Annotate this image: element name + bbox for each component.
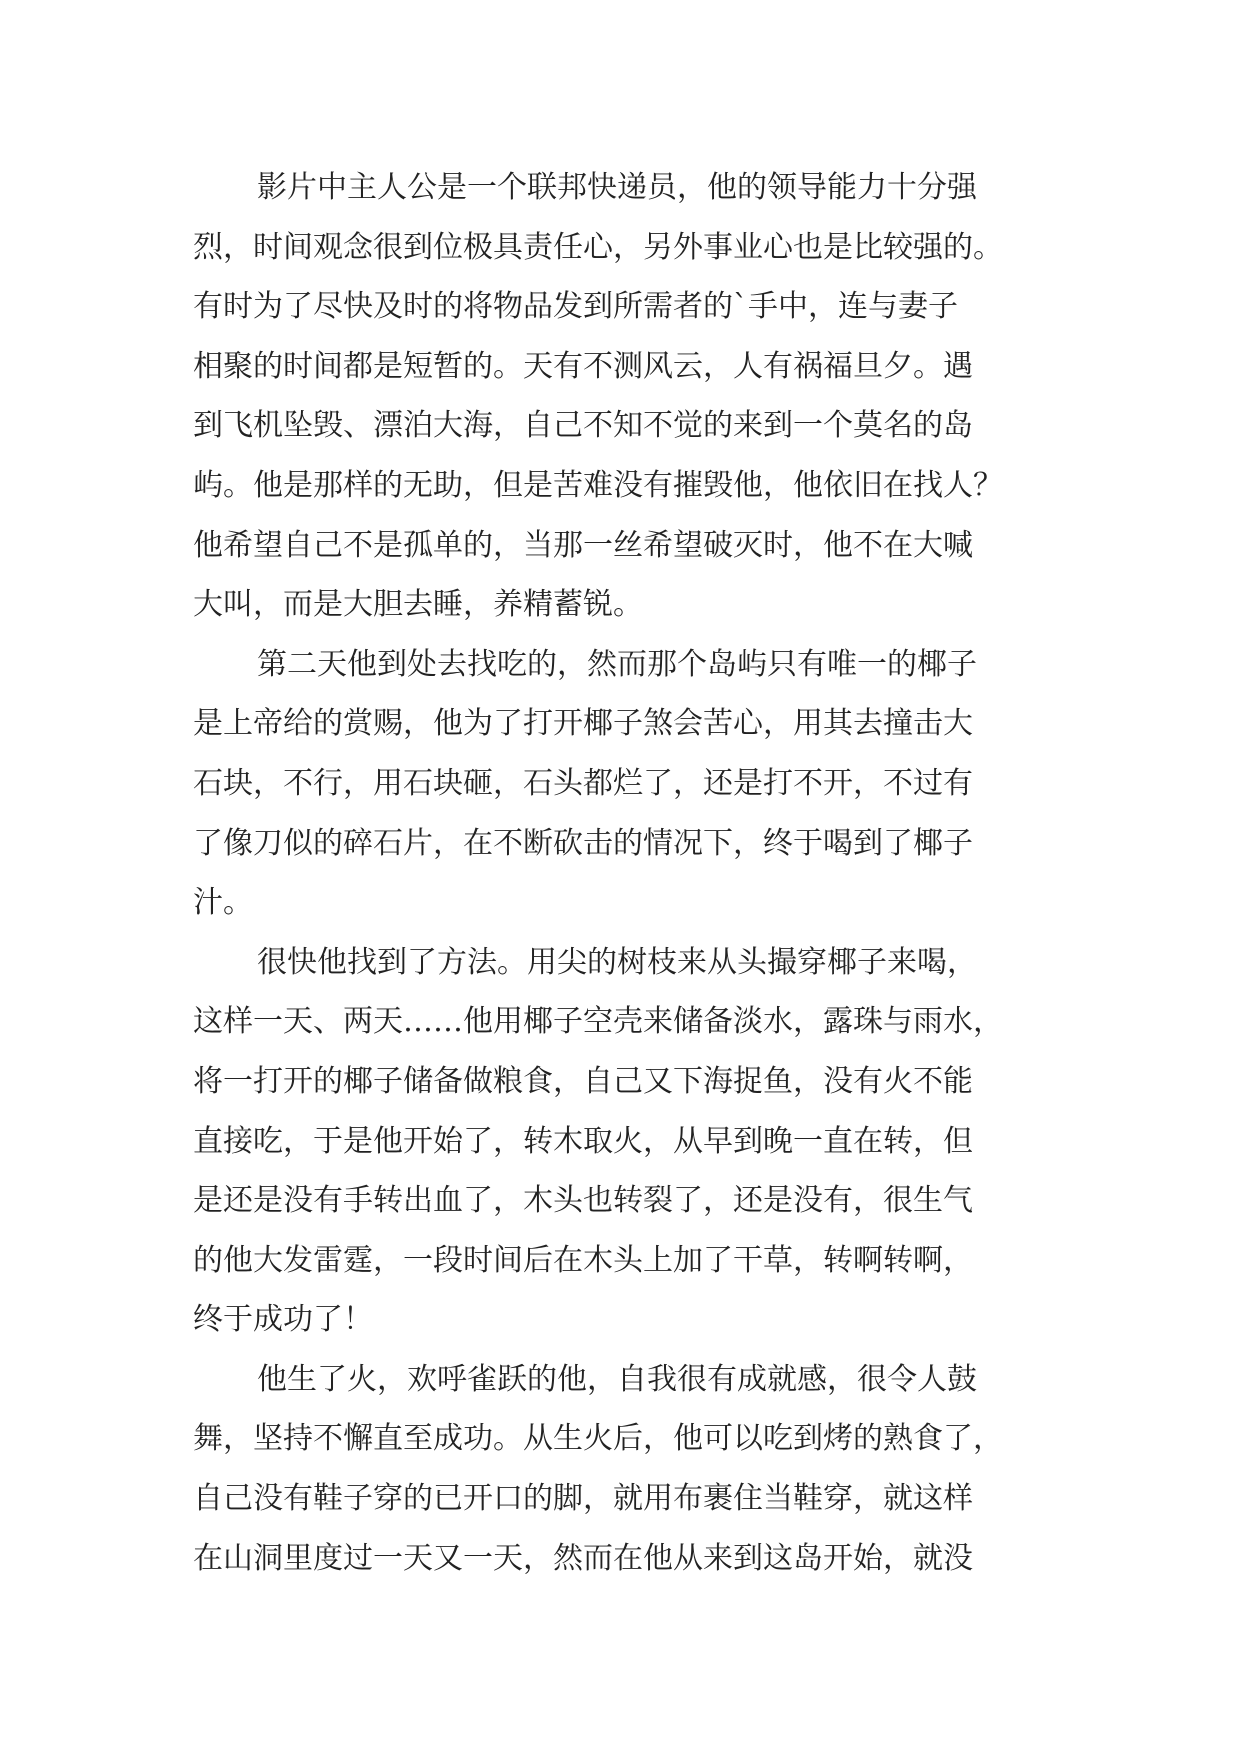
paragraph-line: 是还是没有手转出血了，木头也转裂了，还是没有，很生气 (193, 1183, 973, 1219)
paragraph-line: 自己没有鞋子穿的已开口的脚，就用布裹住当鞋穿，就这样 (193, 1481, 973, 1517)
paragraph-line: 相聚的时间都是短暂的。天有不测风云，人有祸福旦夕。遇 (193, 348, 973, 384)
paragraph (193, 1350, 1051, 1588)
paragraph-line: 屿。他是那样的无助，但是苦难没有摧毁他，他依旧在找人？ (193, 467, 1003, 503)
paragraph-line: 烈，时间观念很到位极具责任心，另外事业心也是比较强的。 (193, 229, 1003, 265)
paragraph-line: 大叫，而是大胆去睡，养精蓄锐。 (193, 587, 643, 623)
paragraph-first-line: 他生了火，欢呼雀跃的他，自我很有成就感，很令人鼓 (257, 1361, 977, 1397)
paragraph-line: 直接吃，于是他开始了，转木取火，从早到晚一直在转，但 (193, 1123, 973, 1159)
paragraph-line: 将一打开的椰子储备做粮食，自己又下海捉鱼，没有火不能 (193, 1063, 973, 1099)
paragraph-first-line: 第二天他到处去找吃的，然而那个岛屿只有唯一的椰子 (257, 646, 977, 682)
paragraph-line: 在山洞里度过一天又一天，然而在他从来到这岛开始，就没 (193, 1540, 973, 1576)
paragraph-line: 到飞机坠毁、漂泊大海，自己不知不觉的来到一个莫名的岛 (193, 408, 973, 444)
paragraph-line: 他希望自己不是孤单的，当那一丝希望破灭时，他不在大喊 (193, 527, 973, 563)
paragraph-line: 这样一天、两天……他用椰子空壳来储备淡水，露珠与雨水， (193, 1004, 1003, 1040)
paragraph-first-line: 影片中主人公是一个联邦快递员，他的领导能力十分强 (257, 170, 977, 205)
paragraph-line: 终于成功了！ (193, 1302, 373, 1338)
paragraph (193, 933, 1051, 1350)
paragraph-line: 是上帝给的赏赐，他为了打开椰子煞会苦心，用其去撞击大 (193, 706, 973, 742)
paragraph-line: 了像刀似的碎石片，在不断砍击的情况下，终于喝到了椰子 (193, 825, 973, 861)
paragraph (193, 158, 1051, 635)
paragraph-line: 的他大发雷霆，一段时间后在木头上加了干草，转啊转啊， (193, 1242, 973, 1278)
paragraph-line: 汁。 (193, 885, 253, 921)
paragraph-line: 舞，坚持不懈直至成功。从生火后，他可以吃到烤的熟食了， (193, 1421, 1003, 1457)
paragraph (193, 635, 1051, 933)
paragraph-line: 有时为了尽快及时的将物品发到所需者的`手中，连与妻子 (193, 289, 958, 325)
document-body (193, 158, 1051, 1588)
paragraph-first-line: 很快他找到了方法。用尖的树枝来从头撮穿椰子来喝， (257, 944, 977, 980)
paragraph-line: 石块，不行，用石块砸，石头都烂了，还是打不开，不过有 (193, 765, 973, 801)
